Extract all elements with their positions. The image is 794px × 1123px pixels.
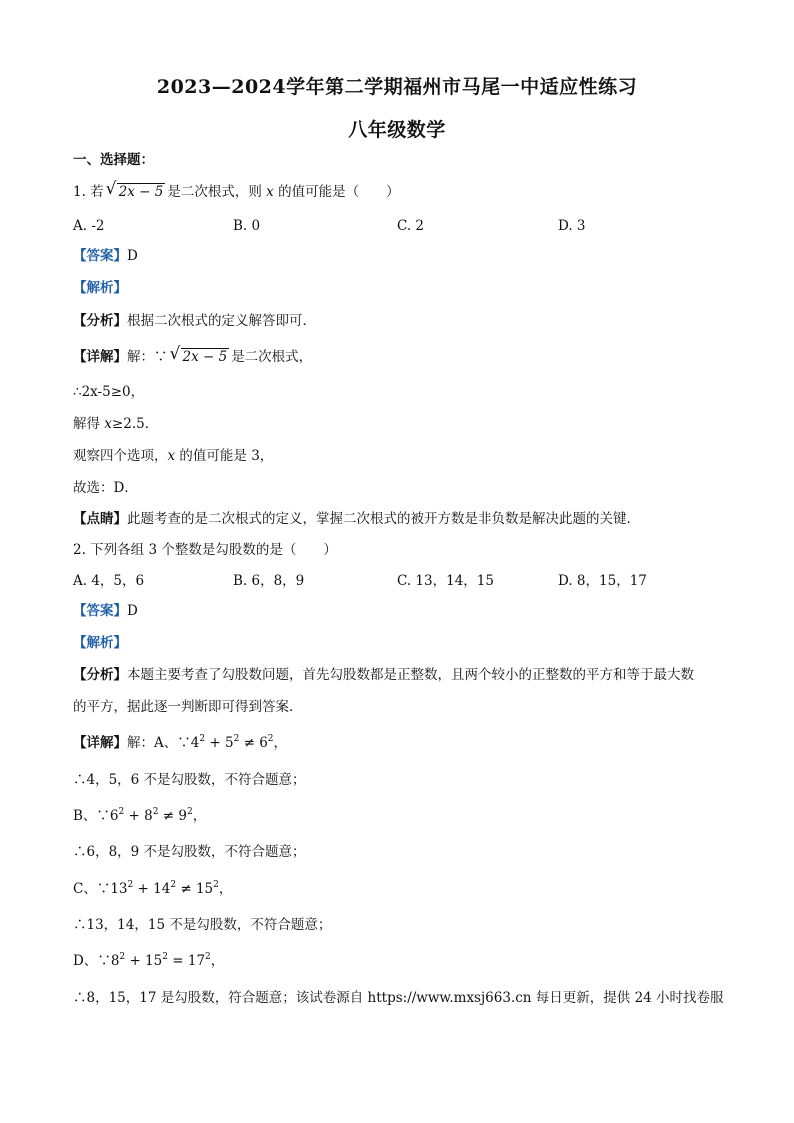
- q1-step-2: 解得 x≥2.5．: [73, 416, 159, 432]
- q2-conclusion-c: ∴13，14，15 不是勾股数，不符合题意；: [73, 917, 332, 933]
- q2-fenxi-cont: 的平方，据此逐一判断即可得到答案．: [73, 699, 303, 715]
- page-title: 2023—2024学年第二学期福州市马尾一中适应性练习: [156, 76, 638, 98]
- page-subtitle: 八年级数学: [348, 119, 446, 141]
- section-heading: 一、选择题：: [73, 152, 154, 168]
- sqrt-expression: √ 2x − 5: [105, 179, 164, 200]
- q2-xiangjie-a: 【详解】解：A、$\because 4^2 + 5^2 \ne 6^2$，: [73, 734, 288, 751]
- q2-option-b: B. 6，8，9: [233, 573, 305, 589]
- q2-option-d: D. 8，15，17: [558, 573, 647, 589]
- question-1: 1. 若 √ 2x − 5 是二次根式，则 x 的值可能是（ ）: [73, 179, 400, 200]
- sqrt-expression: √ 2x − 5: [169, 344, 228, 365]
- q1-option-b: B. 0: [233, 218, 261, 234]
- q1-analysis-heading: 【解析】: [73, 280, 127, 296]
- q2-fenxi: 【分析】本题主要考查了勾股数问题，首先勾股数都是正整数，且两个较小的正整数的平方和等于最大数: [73, 667, 694, 683]
- q1-answer: 【答案】D: [73, 248, 138, 264]
- q2-conclusion-a: ∴4，5，6 不是勾股数，不符合题意；: [73, 772, 306, 788]
- q1-step-4: 故选：D．: [73, 480, 138, 496]
- q2-conclusion-d: ∴8，15，17 是勾股数，符合题意；该试卷源自 https://www.mxsj663.cn 每日更新，提供 24 小时找卷服: [73, 990, 724, 1006]
- q1-step-3: 观察四个选项，x 的值可能是 3，: [73, 448, 274, 464]
- q1-option-a: A. -2: [73, 218, 105, 234]
- q1-fenxi: 【分析】根据二次根式的定义解答即可．: [73, 313, 316, 329]
- q2-answer: 【答案】D: [73, 603, 138, 619]
- q2-analysis-heading: 【解析】: [73, 635, 127, 651]
- question-2: 2. 下列各组 3 个整数是勾股数的是（ ）: [73, 542, 337, 558]
- q2-xiangjie-c: C、$\because 13^2 + 14^2 \ne 15^2$，: [73, 880, 233, 897]
- q2-xiangjie-b: B、$\because 6^2 + 8^2 \ne 9^2$，: [73, 807, 207, 824]
- q1-step-1: ∴2x-5≥0，: [73, 384, 145, 400]
- q1-xiangjie: 【详解】解：∵ √ 2x − 5 是二次根式，: [73, 344, 313, 365]
- q1-option-d: D. 3: [558, 218, 586, 234]
- q2-option-c: C. 13，14，15: [397, 573, 494, 589]
- q1-option-c: C. 2: [397, 218, 425, 234]
- q2-conclusion-b: ∴6，8，9 不是勾股数，不符合题意；: [73, 844, 306, 860]
- q2-xiangjie-d: D、$\because 8^2 + 15^2 = 17^2$，: [73, 952, 225, 969]
- q2-option-a: A. 4，5，6: [73, 573, 145, 589]
- q1-dianjing: 【点睛】此题考查的是二次根式的定义，掌握二次根式的被开方数是非负数是解决此题的关键．: [73, 511, 640, 527]
